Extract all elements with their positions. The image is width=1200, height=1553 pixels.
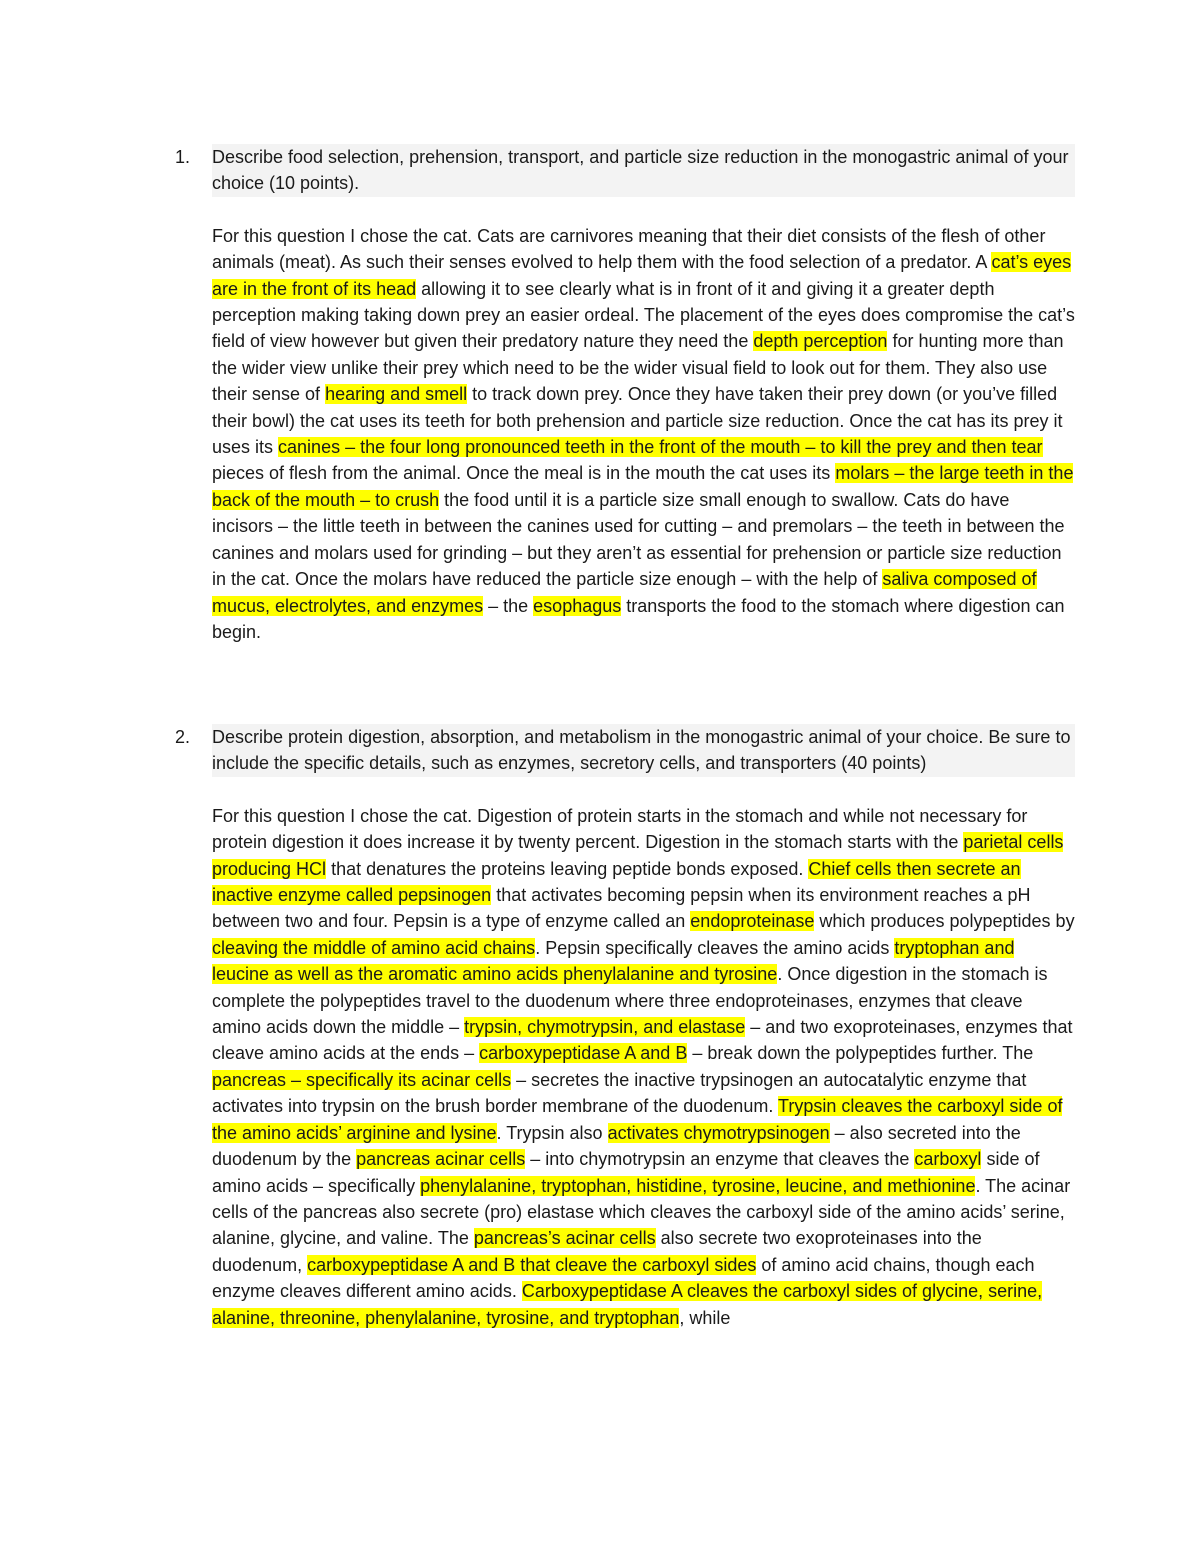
answer-text: . Trypsin also (496, 1122, 608, 1143)
highlighted-text: cleaving the middle of amino acid chains (212, 937, 536, 958)
answer-text: that denatures the proteins leaving peptide bonds exposed. (326, 858, 809, 879)
highlighted-text: carboxypeptidase A and B that cleave the carboxyl sides (307, 1254, 757, 1275)
answer-text: side of amino acids – specifically (212, 1149, 1040, 1196)
question-text: Describe food selection, prehension, transport, and particle size reduction in the monogastric animal of your choice (10 points). (212, 144, 1075, 197)
answer-text: of amino acid chains, though each enzyme cleaves different amino acids. (212, 1254, 1035, 1302)
highlighted-text: cat’s eyes are in the front of its head (212, 252, 1072, 299)
answer-text: transports the food to the stomach where digestion can begin. (212, 595, 1065, 642)
highlighted-text: tryptophan and leucine as well as the aromatic amino acids phenylalanine and tyrosine (212, 937, 1015, 985)
highlighted-text: Trypsin cleaves the carboxyl side of the amino acids’ arginine and lysine (212, 1096, 1063, 1143)
answer-text: – the (483, 595, 534, 616)
question-text: Describe protein digestion, absorption, and metabolism in the monogastric animal of your choice. Be sure to include the specific details, such as enzymes, secretory cells, and transporters (40 points) (212, 724, 1075, 777)
answer-text: the food until it is a particle size small enough to swallow. Cats do have incisors – the little teeth in between the canines used for cutting – and premolars – the teeth in between the canines and molars used for grinding – but they aren’t as essential for prehension or particle size reduction in the cat. Once the molars have reduced the particle size enough – with the help of (212, 489, 1065, 590)
highlighted-text: endoproteinase (690, 911, 815, 932)
highlighted-text: depth perception (753, 331, 888, 352)
highlighted-text: pancreas’s acinar cells (473, 1228, 656, 1249)
answer-text: for hunting more than the wider view unlike their prey which need to be the wider visual field to look out for them. They also use their sense of (212, 331, 1064, 405)
highlighted-text: pancreas – specifically its acinar cells (212, 1069, 512, 1090)
answer-paragraph (212, 223, 1075, 646)
highlighted-text: trypsin, chymotrypsin, and elastase (464, 1017, 746, 1038)
answer-text: For this question I chose the cat. Cats are carnivores meaning that their diet consists of the flesh of other animals (meat). As such their senses evolved to help them with the food selection of a predator. A (212, 225, 1046, 273)
question-number: 1. (175, 147, 191, 167)
question-number: 2. (175, 727, 191, 747)
highlighted-text: parietal cells producing HCl (212, 832, 1064, 879)
highlighted-text: phenylalanine, tryptophan, histidine, tyrosine, leucine, and methionine (420, 1175, 976, 1196)
highlighted-text: esophagus (533, 595, 622, 616)
answer-text: – into chymotrypsin an enzyme that cleaves the (525, 1149, 915, 1170)
answer-text: – also secreted into the duodenum by the (212, 1122, 1021, 1170)
highlighted-text: carboxyl (914, 1149, 982, 1170)
answer-text: that activates becoming pepsin when its environment reaches a pH between two and four. Pepsin is a type of enzyme called an (212, 885, 1031, 932)
answer-text: . The acinar cells of the pancreas also secrete (pro) elastase which cleaves the carboxyl side of the amino acids’ serine, alanine, glycine, and valine. The (212, 1175, 1071, 1249)
answer-text: – and two exoproteinases, enzymes that cleave amino acids at the ends – (212, 1017, 1073, 1064)
answer-text: to track down prey. Once they have taken their prey down (or you’ve filled their bowl) the cat uses its teeth for both prehension and particle size reduction. Once the cat has its prey it uses its (212, 384, 1063, 458)
answer-paragraph (212, 803, 1075, 1331)
highlighted-text: activates chymotrypsinogen (607, 1122, 830, 1143)
answer-text: , while (679, 1307, 731, 1328)
question-1 (175, 144, 1075, 645)
answer-text: . Pepsin specifically cleaves the amino acids (535, 937, 895, 958)
highlighted-text: pancreas acinar cells (356, 1149, 526, 1170)
answer-text: allowing it to see clearly what is in front of it and giving it a greater depth perception making taking down prey an easier ordeal. The placement of the eyes does compromise the cat’s field of view however but given their predatory nature they need the (212, 278, 1075, 352)
answer-text: – break down the polypeptides further. The (687, 1043, 1034, 1064)
highlighted-text: hearing and smell (325, 384, 468, 405)
answer-text: – secretes the inactive trypsinogen an autocatalytic enzyme that activates into trypsin on the brush border membrane of the duodenum. (212, 1069, 1027, 1117)
highlighted-text: Chief cells then secrete an inactive enzyme called pepsinogen (212, 858, 1021, 906)
highlighted-text: saliva composed of mucus, electrolytes, and enzymes (212, 569, 1037, 616)
answer-text: . Once digestion in the stomach is complete the polypeptides travel to the duodenum where three endoproteinases, enzymes that cleave amino acids down the middle – (212, 964, 1048, 1038)
highlighted-text: carboxypeptidase A and B (479, 1043, 688, 1064)
highlighted-text: canines – the four long pronounced teeth in the front of the mouth – to kill the prey and then tear (278, 437, 1043, 458)
answer-text: pieces of flesh from the animal. Once the meal is in the mouth the cat uses its (212, 463, 836, 484)
answer-text: also secrete two exoproteinases into the duodenum, (212, 1228, 982, 1275)
answer-text: For this question I chose the cat. Digestion of protein starts in the stomach and while not necessary for protein digestion it does increase it by twenty percent. Digestion in the stomach starts with the (212, 805, 1028, 853)
question-2 (175, 724, 1075, 1331)
highlighted-text: molars – the large teeth in the back of the mouth – to crush (212, 463, 1074, 510)
answer-text: which produces polypeptides by (814, 911, 1075, 932)
highlighted-text: Carboxypeptidase A cleaves the carboxyl sides of glycine, serine, alanine, threonine, phenylalanine, tyrosine, and tryptophan (212, 1281, 1043, 1328)
